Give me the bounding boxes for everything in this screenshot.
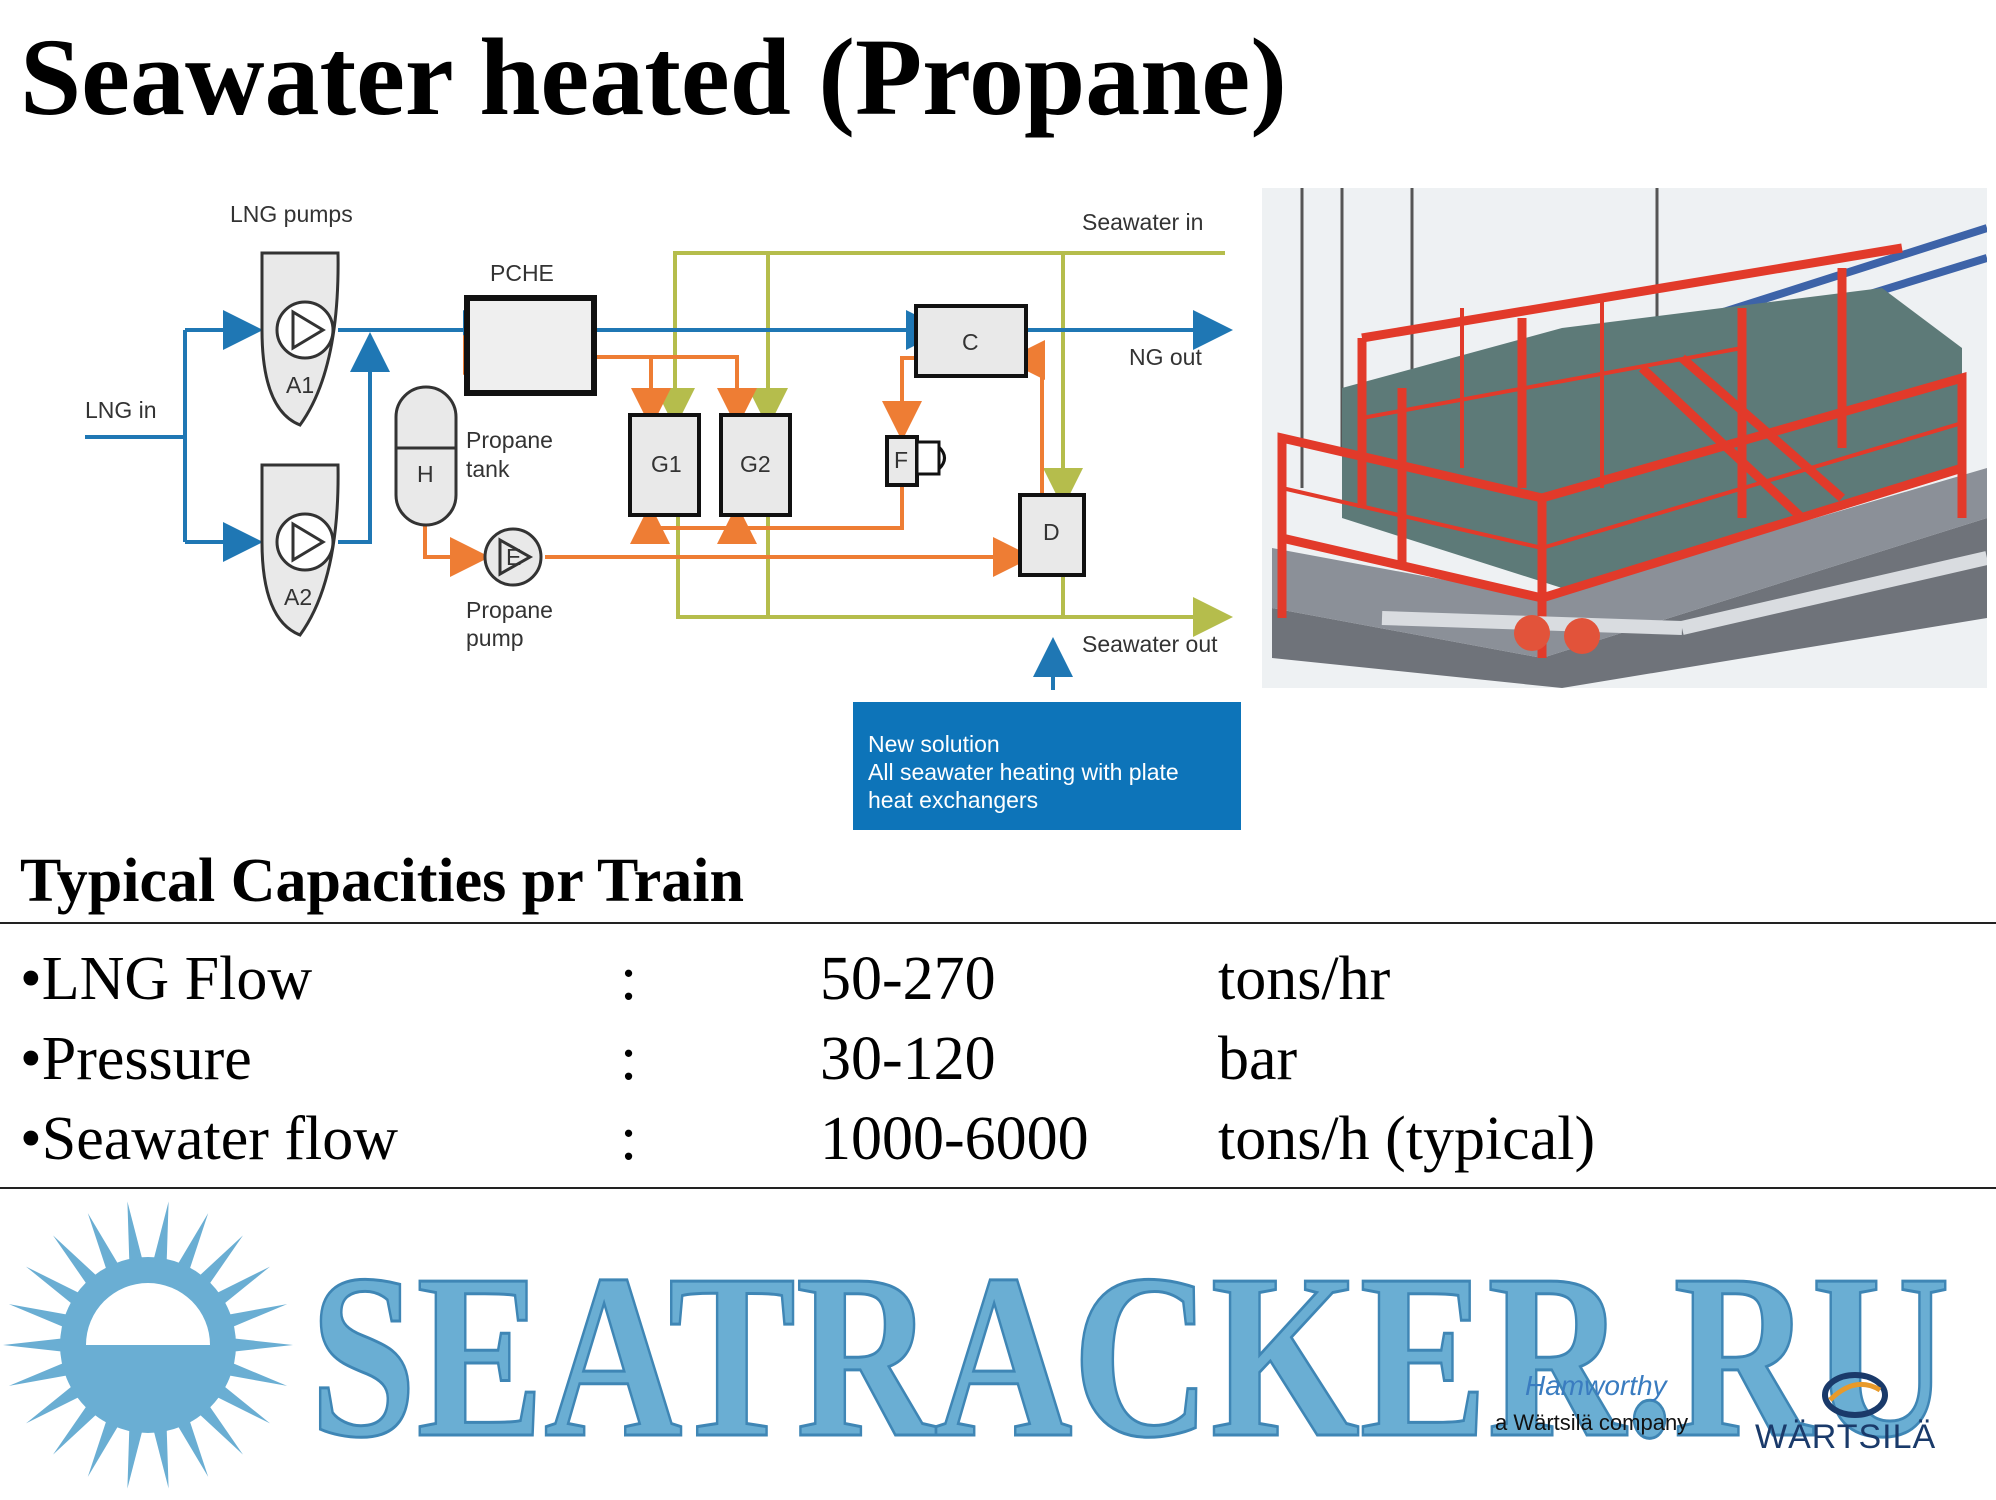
capacities-title: Typical Capacities pr Train (20, 847, 744, 915)
hamworthy-logo: Hamworthy (1525, 1370, 1667, 1401)
label-h: H (417, 461, 434, 487)
label-seawater-out: Seawater out (1082, 631, 1218, 657)
label-a2: A2 (284, 584, 313, 610)
capacity-label: •Seawater flow (20, 1105, 399, 1173)
label-propane-pump-2: pump (466, 625, 524, 651)
capacity-value: 30-120 (820, 1025, 996, 1093)
page-title: Seawater heated (Propane) (20, 16, 1287, 138)
label-lng-in: LNG in (85, 397, 157, 423)
label-e: E (506, 544, 522, 570)
hamworthy-subtitle: a Wärtsilä company (1495, 1410, 1689, 1435)
note-line-3: heat exchangers (868, 787, 1039, 813)
watermark-text: SEATRACKER.RU (310, 1226, 1950, 1486)
label-propane-tank-1: Propane (466, 427, 553, 453)
capacity-label: •LNG Flow (20, 945, 313, 1013)
capacity-label: •Pressure (20, 1025, 252, 1093)
label-propane-pump-1: Propane (466, 597, 553, 623)
note-line-2: All seawater heating with plate (868, 759, 1179, 785)
sun-ray (228, 1338, 293, 1352)
module-photo (1262, 188, 1987, 688)
propane-tank (396, 387, 456, 525)
capacity-colon: : (620, 945, 638, 1013)
divider-top (0, 922, 1996, 924)
pche-box (467, 298, 594, 393)
capacity-value: 1000-6000 (820, 1105, 1089, 1173)
lng-pump-a1 (262, 253, 338, 425)
label-pche: PCHE (490, 260, 554, 286)
label-c: C (962, 329, 979, 355)
wartsila-emblem-icon (1820, 1370, 1890, 1420)
capacity-colon: : (620, 1025, 638, 1093)
capacity-unit: tons/hr (1218, 945, 1391, 1013)
logos (1480, 1370, 1980, 1480)
process-diagram (0, 170, 1260, 850)
capacity-unit: tons/h (typical) (1218, 1105, 1596, 1173)
divider-bottom (0, 1187, 1996, 1189)
label-g2: G2 (740, 451, 771, 477)
label-propane-tank-2: tank (466, 456, 510, 482)
sun-icon (3, 1202, 293, 1489)
label-g1: G1 (651, 451, 682, 477)
label-seawater-in: Seawater in (1082, 209, 1204, 235)
label-lng-pumps: LNG pumps (230, 201, 353, 227)
capacity-colon: : (620, 1105, 638, 1173)
sun-ray (3, 1338, 68, 1352)
label-d: D (1043, 519, 1060, 545)
wartsila-logo: WÄRTSILÄ (1755, 1418, 1937, 1456)
label-ng-out: NG out (1129, 344, 1202, 370)
label-a1: A1 (286, 372, 315, 398)
note-line-1: New solution (868, 731, 1000, 757)
label-f: F (894, 447, 909, 473)
capacity-value: 50-270 (820, 945, 996, 1013)
capacity-unit: bar (1218, 1025, 1298, 1093)
